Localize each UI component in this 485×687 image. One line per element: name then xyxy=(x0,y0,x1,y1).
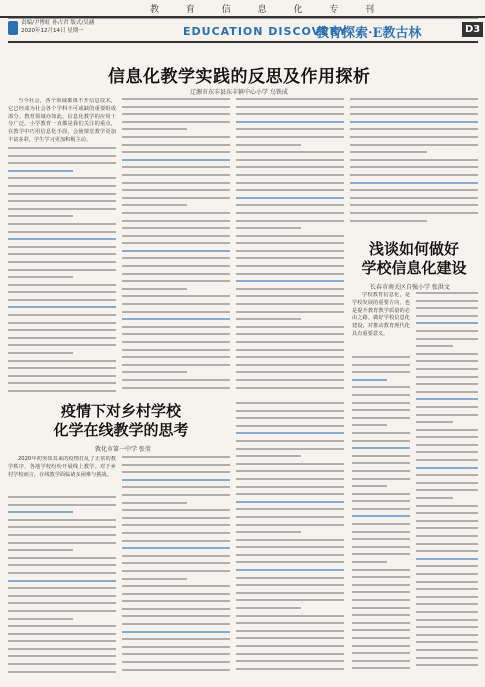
masthead xyxy=(0,0,485,18)
article3-column-1 xyxy=(8,496,116,682)
section-title: 教 育 信 息 化 专 刊 xyxy=(150,5,387,15)
section-name-cn: 教育探索·E教古林 xyxy=(316,26,422,41)
article3-headline xyxy=(8,402,234,440)
editor-credits: 责编/尹博虹 孙占君 版式/吴涵 xyxy=(21,20,95,26)
article1-headline: 信息化教学实践的反思及作用探析 xyxy=(108,67,371,87)
article2-headline-line1: 浅谈如何做好 xyxy=(368,240,459,258)
section-name-en: EDUCATION DISCOVERY xyxy=(183,25,348,38)
page-number: D3 xyxy=(462,22,483,37)
article1-lead-text: 当今社会，各个领域都离不开信息技术，它已经成为社会各个学科不可或缺的重要组成部分。教育领域亦如此，信息化教学的应用十分广泛。小学教育一直都是我们关注的重点，在教学中巧用信息化手段，会使课堂教学更加丰富多彩，学生学习更加积极主动。 xyxy=(8,98,116,143)
editor-meta xyxy=(21,19,94,35)
article1-byline: 辽源市东丰县东丰镇中心小学 乌铁成 xyxy=(190,89,288,96)
newspaper-logo-icon xyxy=(8,21,18,35)
article2-column-2 xyxy=(416,292,478,682)
article3-column-3 xyxy=(236,402,344,682)
article3-headline-line1: 疫情下对乡村学校 xyxy=(60,402,181,420)
article2-lead-text: 学校教育信息化，是学校发展的重要方向，也是提升教育教学质量的必由之路。做好学校信息化建设，对推动教育现代化具有重要意义。 xyxy=(352,292,410,337)
article3-lead-text: 2020年初突如其来的疫情打乱了正常的教学秩序，各地学校纷纷开展线上教学。对于乡村学校而言，在线教学面临诸多困难与挑战。 xyxy=(8,456,116,478)
header-rule xyxy=(8,41,478,43)
article2-headline-line2: 学校信息化建设 xyxy=(361,259,467,277)
article1-column-1 xyxy=(8,147,116,397)
article1-column-3 xyxy=(236,98,344,398)
article2-byline: 长春市南关区自强小学 张洪文 xyxy=(370,284,450,291)
article2-column-1 xyxy=(352,356,410,682)
article1-column-2 xyxy=(122,98,230,398)
article3-column-2 xyxy=(122,456,230,682)
article1-column-4 xyxy=(350,98,478,228)
article3-headline-line2: 化学在线教学的思考 xyxy=(53,421,189,439)
article2-headline xyxy=(352,240,476,278)
issue-date: 2020年12月14日 星期一 xyxy=(21,28,84,34)
article3-byline: 敦化市第一中学 张莹 xyxy=(95,446,151,453)
